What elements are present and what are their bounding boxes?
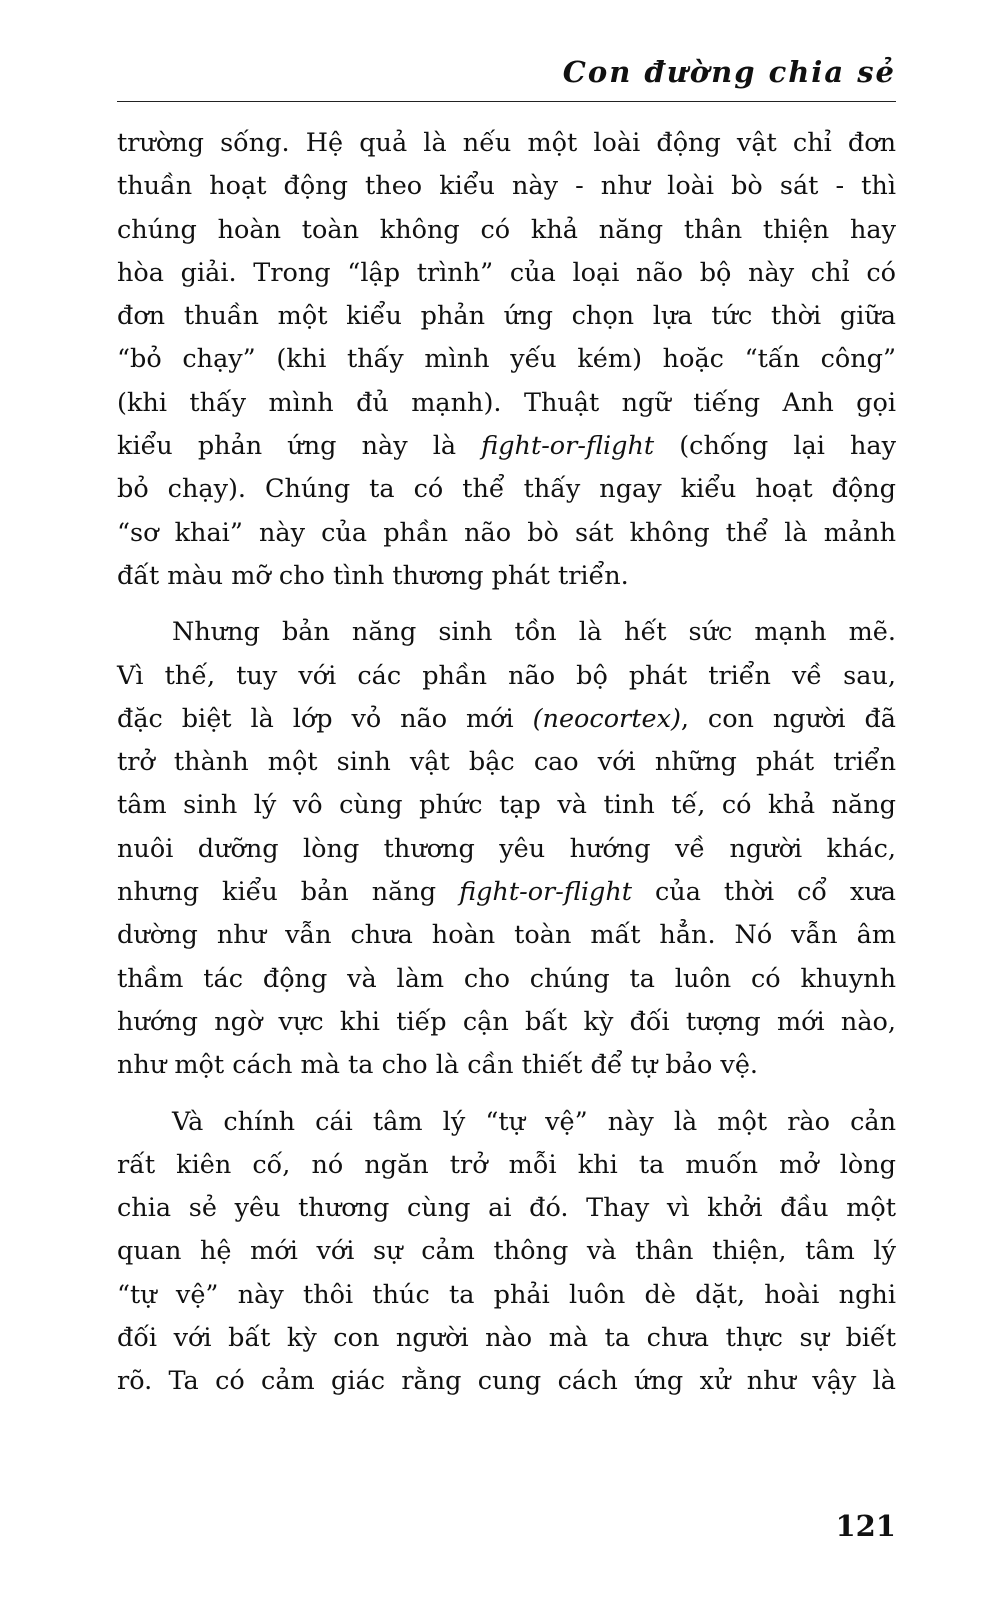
text-line: Vì thế, tuy với các phần não bộ phát triển về sau, (117, 660, 896, 691)
text-line: “bỏ chạy” (khi thấy mình yếu kém) hoặc “tấn công” (117, 344, 896, 375)
foreign-term: fight-or-flight (459, 877, 633, 908)
text-segment: của thời cổ xưa (632, 877, 896, 908)
page-number: 121 (835, 1509, 896, 1543)
running-header-title: Con đường chia sẻ (562, 55, 896, 89)
text-line-with-term (117, 425, 896, 468)
text-line: như một cách mà ta cho là cần thiết để tự bảo vệ. (117, 1050, 759, 1081)
text-line: hướng ngờ vực khi tiếp cận bất kỳ đối tượng mới nào, (117, 1006, 896, 1037)
text-line-with-term (117, 698, 896, 741)
text-line: “tự vệ” này thôi thúc ta phải luôn dè dặt, hoài nghi (117, 1279, 896, 1310)
text-line: thầm tác động và làm cho chúng ta luôn có khuynh (117, 963, 896, 994)
foreign-term: (neocortex) (532, 703, 681, 734)
text-segment: , con người đã (680, 703, 896, 734)
text-segment: kiểu phản ứng này là (117, 431, 482, 462)
text-line: đơn thuần một kiểu phản ứng chọn lựa tức thời giữa (117, 301, 896, 332)
paragraph-2 (117, 611, 896, 1087)
paragraph-3 (117, 1101, 896, 1404)
text-line: quan hệ mới với sự cảm thông và thân thiện, tâm lý (117, 1236, 896, 1267)
text-line: đối với bất kỳ con người nào mà ta chưa thực sự biết (117, 1323, 896, 1354)
text-line: chúng hoàn toàn không có khả năng thân thiện hay (117, 214, 896, 245)
header-divider (117, 101, 896, 102)
paragraph-1 (117, 122, 896, 598)
text-line: (khi thấy mình đủ mạnh). Thuật ngữ tiếng Anh gọi (117, 387, 896, 418)
text-line: chia sẻ yêu thương cùng ai đó. Thay vì khởi đầu một (117, 1193, 896, 1224)
text-segment: nhưng kiểu bản năng (117, 877, 460, 908)
text-line: hòa giải. Trong “lập trình” của loại não bộ này chỉ có (117, 257, 896, 288)
text-line: dường như vẫn chưa hoàn toàn mất hẳn. Nó vẫn âm (117, 920, 896, 951)
text-line: “sơ khai” này của phần não bò sát không thể là mảnh (117, 517, 896, 548)
text-line: đất màu mỡ cho tình thương phát triển. (117, 560, 629, 591)
text-segment: đặc biệt là lớp vỏ não mới (117, 703, 533, 734)
page-body (117, 122, 896, 1404)
foreign-term: fight-or-flight (481, 431, 655, 462)
text-line: rõ. Ta có cảm giác rằng cung cách ứng xử như vậy là (117, 1366, 896, 1397)
text-line: bỏ chạy). Chúng ta có thể thấy ngay kiểu hoạt động (117, 474, 896, 505)
text-line: Nhưng bản năng sinh tồn là hết sức mạnh mẽ. (172, 617, 896, 648)
text-line: thuần hoạt động theo kiểu này - như loài bò sát - thì (117, 171, 896, 202)
text-line: nuôi dưỡng lòng thương yêu hướng về người khác, (117, 833, 896, 864)
text-line: Và chính cái tâm lý “tự vệ” này là một rào cản (172, 1106, 896, 1137)
text-line: rất kiên cố, nó ngăn trở mỗi khi ta muốn mở lòng (117, 1149, 896, 1180)
text-line: trở thành một sinh vật bậc cao với những phát triển (117, 747, 896, 778)
text-line: trường sống. Hệ quả là nếu một loài động vật chỉ đơn (117, 128, 896, 158)
text-segment: (chống lại hay (654, 431, 896, 462)
text-line-with-term (117, 871, 896, 914)
text-line: tâm sinh lý vô cùng phức tạp và tinh tế, có khả năng (117, 790, 896, 821)
